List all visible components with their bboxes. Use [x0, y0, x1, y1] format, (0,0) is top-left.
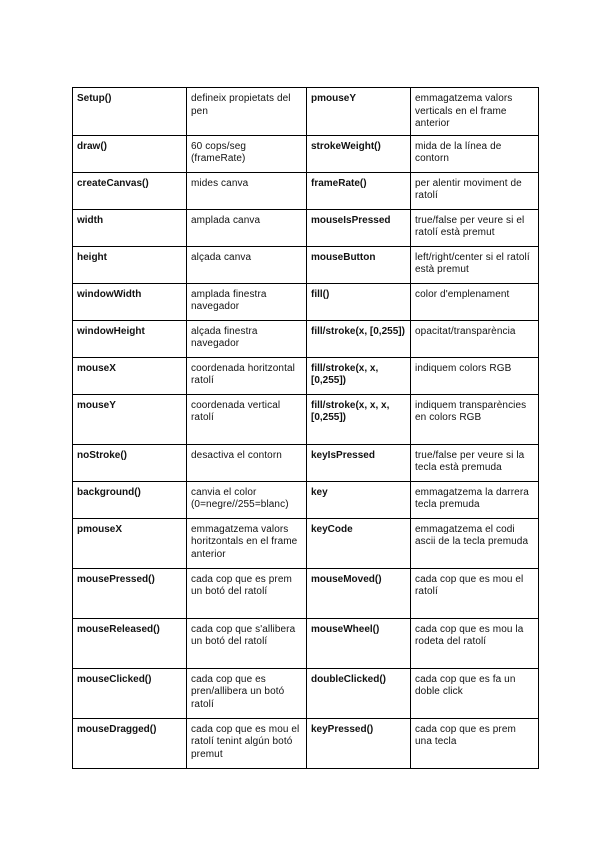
- description-cell: coordenada horitzontal ratolí: [187, 357, 307, 394]
- description-cell: alçada finestra navegador: [187, 320, 307, 357]
- description-cell: cada cop que es prem un botó del ratolí: [187, 568, 307, 618]
- function-name-cell: fill/stroke(x, [0,255]): [307, 320, 411, 357]
- description-cell: true/false per veure si el ratolí està premut: [411, 209, 539, 246]
- function-name-cell: mouseIsPressed: [307, 209, 411, 246]
- description-cell: cada cop que es pren/allibera un botó ratolí: [187, 668, 307, 718]
- description-cell: 60 cops/seg (frameRate): [187, 135, 307, 172]
- table-row: [73, 357, 539, 394]
- p5-reference-table: [72, 87, 539, 769]
- description-cell: mides canva: [187, 172, 307, 209]
- table-row: [73, 518, 539, 568]
- table-row: [73, 172, 539, 209]
- function-name-cell: mouseClicked(): [73, 668, 187, 718]
- function-name-cell: pmouseY: [307, 88, 411, 136]
- function-name-cell: mouseX: [73, 357, 187, 394]
- description-cell: left/right/center si el ratolí està premut: [411, 246, 539, 283]
- function-name-cell: noStroke(): [73, 444, 187, 481]
- function-name-cell: keyPressed(): [307, 718, 411, 768]
- description-cell: amplada finestra navegador: [187, 283, 307, 320]
- description-cell: opacitat/transparència: [411, 320, 539, 357]
- function-name-cell: key: [307, 481, 411, 518]
- description-cell: emmagatzema el codi ascii de la tecla premuda: [411, 518, 539, 568]
- table-row: [73, 394, 539, 444]
- function-name-cell: height: [73, 246, 187, 283]
- reference-table-body: [73, 88, 539, 769]
- function-name-cell: mouseY: [73, 394, 187, 444]
- table-row: [73, 481, 539, 518]
- description-cell: color d'emplenament: [411, 283, 539, 320]
- table-row: [73, 209, 539, 246]
- table-row: [73, 718, 539, 768]
- description-cell: cada cop que es prem una tecla: [411, 718, 539, 768]
- function-name-cell: fill/stroke(x, x, [0,255]): [307, 357, 411, 394]
- description-cell: indiquem colors RGB: [411, 357, 539, 394]
- description-cell: mida de la línea de contorn: [411, 135, 539, 172]
- description-cell: emmagatzema valors verticals en el frame anterior: [411, 88, 539, 136]
- table-row: [73, 444, 539, 481]
- description-cell: emmagatzema valors horitzontals en el frame anterior: [187, 518, 307, 568]
- description-cell: defineix propietats del pen: [187, 88, 307, 136]
- table-row: [73, 320, 539, 357]
- function-name-cell: frameRate(): [307, 172, 411, 209]
- function-name-cell: windowWidth: [73, 283, 187, 320]
- function-name-cell: background(): [73, 481, 187, 518]
- function-name-cell: draw(): [73, 135, 187, 172]
- description-cell: amplada canva: [187, 209, 307, 246]
- function-name-cell: mouseButton: [307, 246, 411, 283]
- function-name-cell: fill/stroke(x, x, x, [0,255]): [307, 394, 411, 444]
- table-row: [73, 283, 539, 320]
- description-cell: true/false per veure si la tecla està premuda: [411, 444, 539, 481]
- description-cell: cada cop que es mou el ratolí: [411, 568, 539, 618]
- function-name-cell: mouseMoved(): [307, 568, 411, 618]
- function-name-cell: mouseDragged(): [73, 718, 187, 768]
- description-cell: per alentir moviment de ratolí: [411, 172, 539, 209]
- table-row: [73, 668, 539, 718]
- description-cell: alçada canva: [187, 246, 307, 283]
- function-name-cell: windowHeight: [73, 320, 187, 357]
- table-row: [73, 88, 539, 136]
- description-cell: cada cop que s'allibera un botó del ratolí: [187, 618, 307, 668]
- function-name-cell: pmouseX: [73, 518, 187, 568]
- description-cell: canvia el color (0=negre//255=blanc): [187, 481, 307, 518]
- description-cell: emmagatzema la darrera tecla premuda: [411, 481, 539, 518]
- function-name-cell: mouseReleased(): [73, 618, 187, 668]
- function-name-cell: doubleClicked(): [307, 668, 411, 718]
- table-row: [73, 618, 539, 668]
- description-cell: desactiva el contorn: [187, 444, 307, 481]
- table-row: [73, 246, 539, 283]
- function-name-cell: Setup(): [73, 88, 187, 136]
- function-name-cell: keyIsPressed: [307, 444, 411, 481]
- description-cell: cada cop que es fa un doble click: [411, 668, 539, 718]
- description-cell: coordenada vertical ratolí: [187, 394, 307, 444]
- function-name-cell: keyCode: [307, 518, 411, 568]
- function-name-cell: mouseWheel(): [307, 618, 411, 668]
- description-cell: indiquem transparències en colors RGB: [411, 394, 539, 444]
- function-name-cell: width: [73, 209, 187, 246]
- table-row: [73, 135, 539, 172]
- table-row: [73, 568, 539, 618]
- description-cell: cada cop que es mou el ratolí tenint algún botó premut: [187, 718, 307, 768]
- function-name-cell: strokeWeight(): [307, 135, 411, 172]
- function-name-cell: fill(): [307, 283, 411, 320]
- function-name-cell: createCanvas(): [73, 172, 187, 209]
- description-cell: cada cop que es mou la rodeta del ratolí: [411, 618, 539, 668]
- function-name-cell: mousePressed(): [73, 568, 187, 618]
